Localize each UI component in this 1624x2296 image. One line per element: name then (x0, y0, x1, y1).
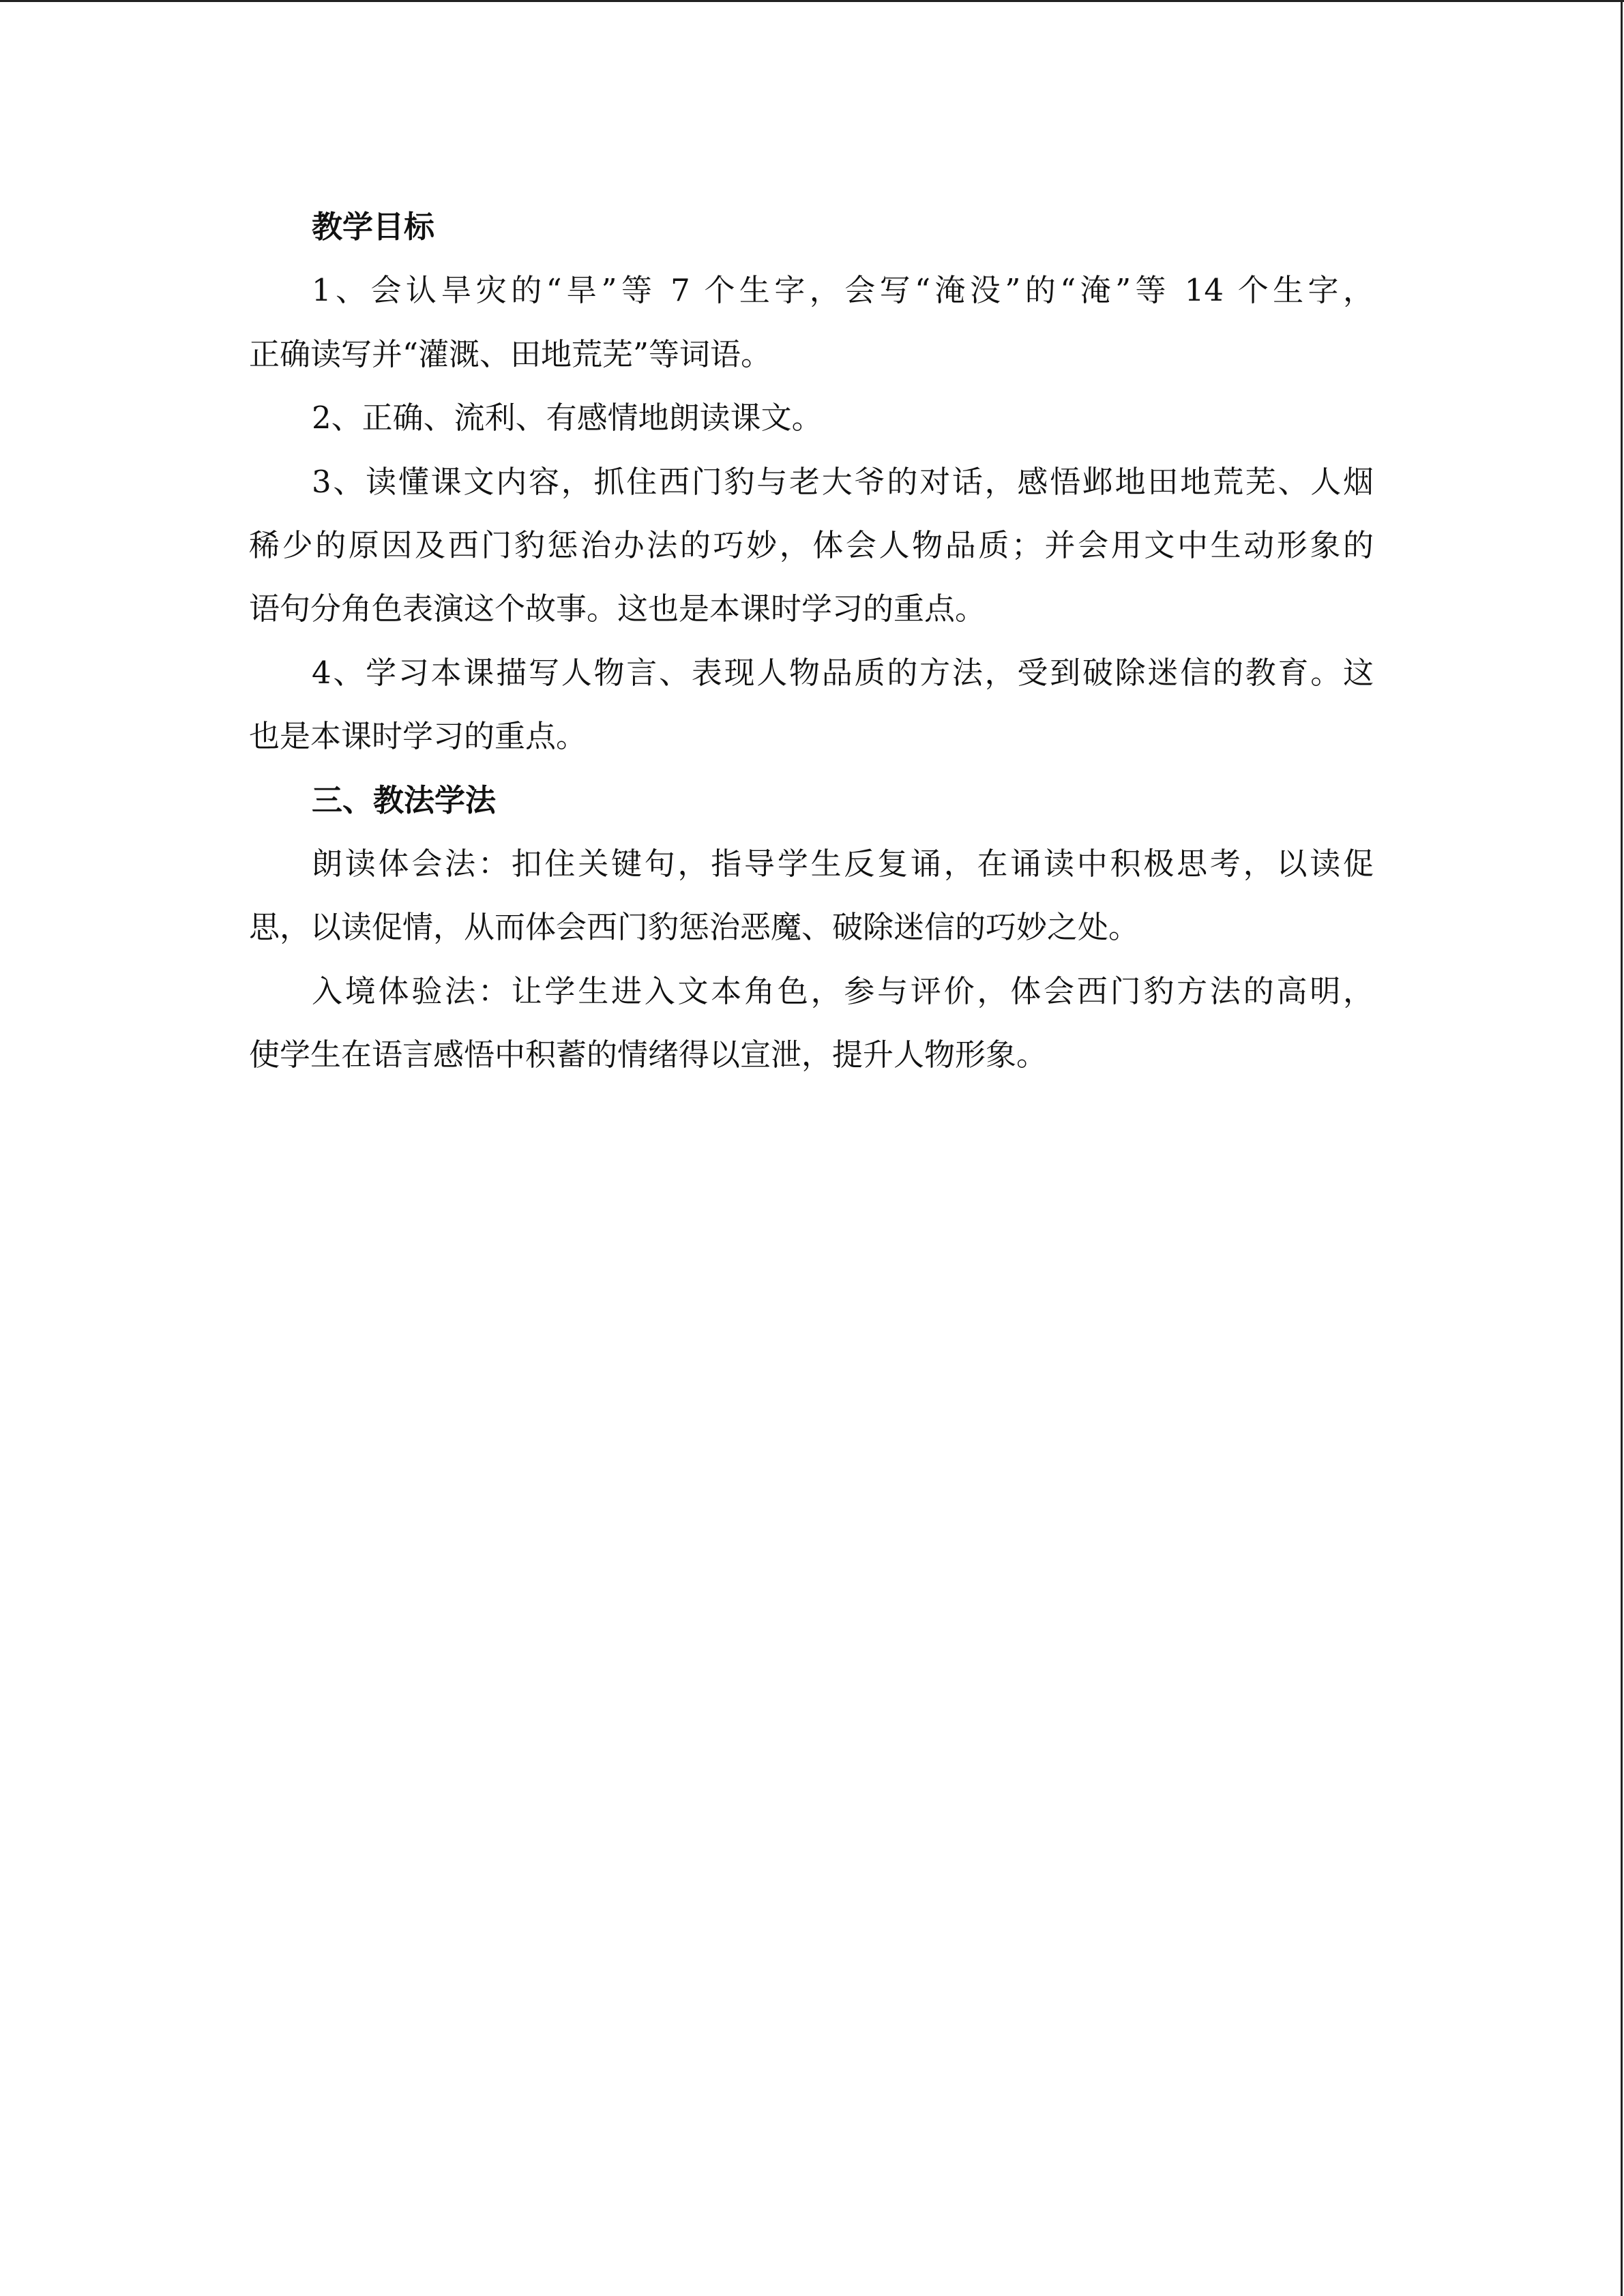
section-heading-objectives: 教学目标 (312, 209, 435, 245)
paragraph-line: 4、学习本课描写人物言、表现人物品质的方法，受到破除迷信的教育。这 (312, 654, 1374, 691)
method-paragraph-2 (249, 959, 1374, 1087)
paragraph-line: 思，以读促情，从而体会西门豹惩治恶魔、破除迷信的巧妙之处。 (249, 909, 1140, 946)
paragraph-line: 使学生在语言感悟中积蓄的情绪得以宣泄，提升人物形象。 (249, 1037, 1048, 1073)
paragraph-line: 正确读写并“灌溉、田地荒芜”等词语。 (249, 336, 772, 372)
paragraph-line: 3、读懂课文内容，抓住西门豹与老大爷的对话，感悟邺地田地荒芜、人烟 (312, 463, 1374, 500)
paragraph-line: 朗读体会法：扣住关键句，指导学生反复诵，在诵读中积极思考，以读促 (312, 845, 1374, 882)
document-body (249, 195, 1374, 1086)
page-border-right (1621, 0, 1623, 2296)
paragraph-line: 入境体验法：让学生进入文本角色，参与评价，体会西门豹方法的高明， (312, 972, 1374, 1009)
paragraph-line: 稀少的原因及西门豹惩治办法的巧妙，体会人物品质；并会用文中生动形象的 (249, 526, 1374, 563)
objective-paragraph-3 (249, 450, 1374, 641)
page-border-top (0, 0, 1624, 2)
objective-paragraph-4 (249, 641, 1374, 769)
objective-paragraph-2 (249, 386, 1374, 449)
section-heading-methods: 三、教法学法 (312, 781, 497, 818)
paragraph-line: 语句分角色表演这个故事。这也是本课时学习的重点。 (249, 591, 986, 627)
paragraph-line: 1、会认旱灾的“旱”等 7 个生字，会写“淹没”的“淹”等 14 个生字， (312, 272, 1374, 309)
paragraph-line: 2、正确、流利、有感情地朗读课文。 (312, 400, 823, 436)
objective-paragraph-1 (249, 258, 1374, 386)
paragraph-line: 也是本课时学习的重点。 (249, 718, 587, 755)
method-paragraph-1 (249, 832, 1374, 959)
